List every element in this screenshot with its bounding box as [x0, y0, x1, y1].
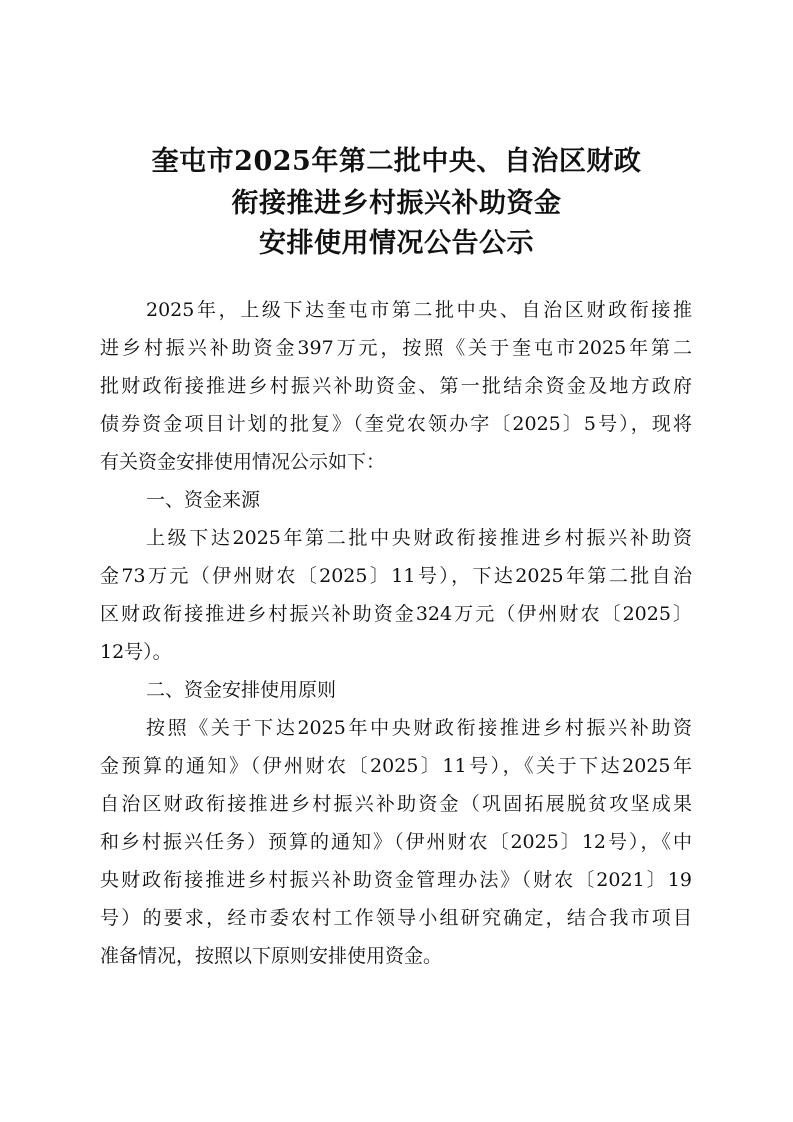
body-line: 12号）。 [100, 641, 172, 663]
body-line: 和乡村振兴任务）预算的通知》（伊州财农〔2025〕12号），《中 [100, 831, 692, 853]
body-line: 债券资金项目计划的批复》（奎党农领办字〔2025〕5号），现将 [100, 413, 692, 435]
body-line: 准备情况，按照以下原则安排使用资金。 [100, 945, 443, 967]
document-title-line-2: 衔接推进乡村振兴补助资金 [231, 188, 562, 219]
body-line: 批财政衔接推进乡村振兴补助资金、第一批结余资金及地方政府 [100, 375, 692, 397]
body-line: 自治区财政衔接推进乡村振兴补助资金（巩固拓展脱贫攻坚成果 [100, 793, 692, 815]
body-line: 有关资金安排使用情况公示如下： [100, 451, 386, 473]
body-line: 进乡村振兴补助资金397万元，按照《关于奎屯市2025年第二 [100, 337, 692, 359]
body-line: 号）的要求，经市委农村工作领导小组研究确定，结合我市项目 [100, 907, 692, 929]
body-line: 区财政衔接推进乡村振兴补助资金324万元（伊州财农〔2025〕 [100, 603, 692, 625]
section-heading-funding-source: 一、资金来源 [146, 489, 261, 511]
document-title-line-1: 奎屯市2025年第二批中央、自治区财政 [151, 146, 642, 177]
body-line: 2025年，上级下达奎屯市第二批中央、自治区财政衔接推 [146, 299, 692, 321]
body-line: 金预算的通知》（伊州财农〔2025〕11号），《关于下达2025年 [100, 755, 692, 777]
body-line: 按照《关于下达2025年中央财政衔接推进乡村振兴补助资 [146, 717, 692, 739]
body-line: 金73万元（伊州财农〔2025〕11号），下达2025年第二批自治 [100, 565, 692, 587]
body-line: 央财政衔接推进乡村振兴补助资金管理办法》（财农〔2021〕19 [100, 869, 692, 891]
body-line: 上级下达2025年第二批中央财政衔接推进乡村振兴补助资 [146, 527, 692, 549]
document-title-line-3: 安排使用情况公告公示 [259, 228, 534, 259]
section-heading-usage-principles: 二、资金安排使用原则 [146, 679, 337, 701]
